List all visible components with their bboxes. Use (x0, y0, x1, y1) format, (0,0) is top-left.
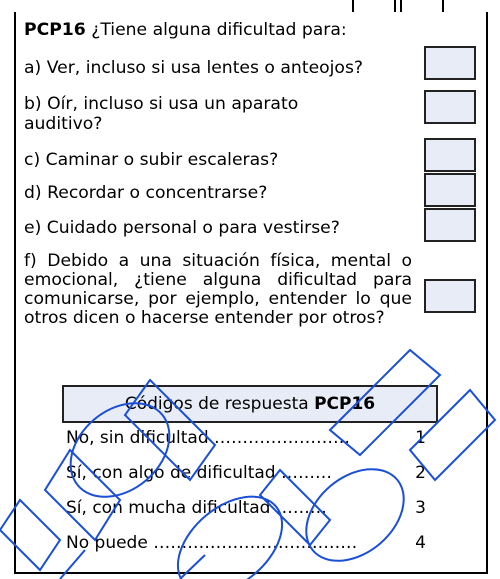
response-code-row (66, 463, 426, 483)
question-title (24, 20, 347, 40)
item-e-answer-box[interactable] (424, 208, 476, 242)
item-b-text-line1: b) Oír, incluso si usa un aparato (24, 94, 299, 114)
question-code: PCP16 (24, 20, 86, 40)
item-c-text: c) Caminar o subir escaleras? (24, 150, 279, 170)
item-a-answer-box[interactable] (424, 46, 476, 80)
item-c-answer-box[interactable] (424, 138, 476, 172)
response-code-number: 1 (415, 428, 426, 448)
response-code-number: 3 (415, 498, 426, 518)
item-a-text: a) Ver, incluso si usa lentes o anteojos? (24, 58, 364, 78)
question-prompt: ¿Tiene alguna dificultad para: (91, 20, 347, 40)
item-d-text: d) Recordar o concentrarse? (24, 183, 268, 203)
item-f-answer-box[interactable] (424, 279, 476, 313)
item-d-answer-box[interactable] (424, 173, 476, 207)
response-code-label: No, sin dificultad …………………… (66, 428, 351, 448)
item-f-text: f) Debido a una situación física, mental o emocional, ¿tiene alguna dificultad para comunicarse, por ejemplo, entender lo que otros dicen o hacerse entender por otros? (24, 251, 412, 328)
response-code-label: Sí, con algo de dificultad ……… (66, 463, 332, 483)
response-code-label: No puede ……………………………… (66, 533, 358, 553)
response-code-number: 2 (415, 463, 426, 483)
previous-section-edge (0, 0, 500, 12)
response-code-row (66, 533, 426, 553)
item-e-text: e) Cuidado personal o para vestirse? (24, 218, 340, 238)
response-codes-question-code: PCP16 (314, 394, 376, 414)
item-b-answer-box[interactable] (424, 90, 476, 124)
response-code-row (66, 428, 426, 448)
response-code-row (66, 498, 426, 518)
response-codes-header (62, 385, 438, 423)
item-b-text-line2: auditivo? (24, 114, 103, 134)
response-code-number: 4 (415, 533, 426, 553)
response-codes-title: Códigos de respuesta (124, 394, 309, 414)
response-code-label: Sí, con mucha dificultad ……… (66, 498, 327, 518)
